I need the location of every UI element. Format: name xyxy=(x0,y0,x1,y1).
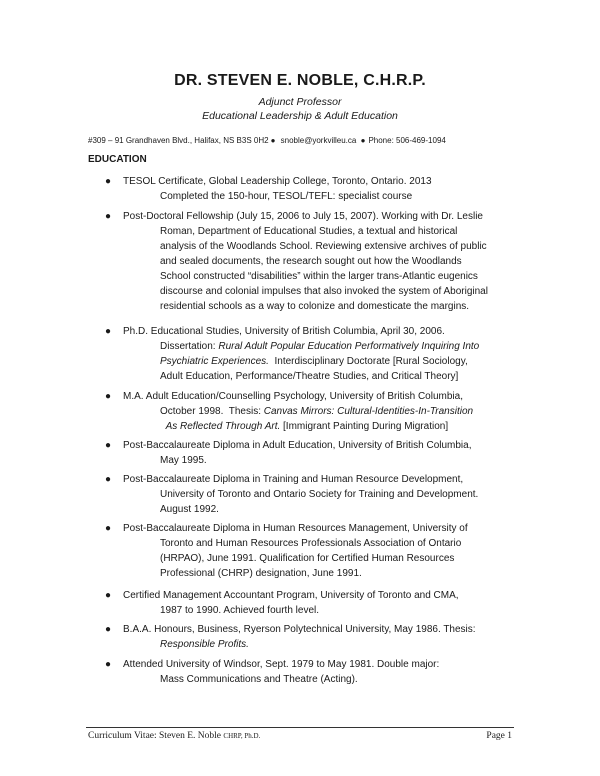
entry-first-line: Post-Doctoral Fellowship (July 15, 2006 to July 15, 2007). Working with Dr. Leslie xyxy=(123,211,483,222)
entry-detail-line: analysis of the Woodlands School. Reviewing extensive archives of public xyxy=(160,241,487,252)
entry-details xyxy=(160,339,510,384)
entry-first-line: Post-Baccalaureate Diploma in Training and Human Resource Development, xyxy=(123,474,464,485)
entry-detail-line xyxy=(160,339,510,354)
entry-italic-title: As Reflected Through Art. xyxy=(165,421,281,432)
entry-details xyxy=(160,404,510,434)
entry-detail-line: discourse and colonial impulses that also invoked the system of Aboriginal xyxy=(160,286,488,297)
bullet-icon: ● xyxy=(105,440,112,451)
entry-detail-line: August 1992. xyxy=(160,504,219,515)
entry-detail-line xyxy=(160,354,510,369)
entry-detail-line: 1987 to 1990. Achieved fourth level. xyxy=(160,605,320,616)
entry-detail-line: Mass Communications and Theatre (Acting). xyxy=(160,674,358,685)
bullet-icon: ● xyxy=(105,176,112,187)
cv-name: DR. STEVEN E. NOBLE, C.H.R.P. xyxy=(174,72,426,89)
entry-details xyxy=(160,453,510,468)
entry-detail-line: Roman, Department of Educational Studies, a textual and historical xyxy=(160,226,458,237)
entry-detail-line xyxy=(160,419,510,434)
footer-credentials: CHRP, Ph.D. xyxy=(223,732,261,740)
entry-detail-line xyxy=(160,637,510,652)
entry-first-line: Attended University of Windsor, Sept. 1979 to May 1981. Double major: xyxy=(123,659,440,670)
bullet-icon: ● xyxy=(105,211,112,222)
entry-detail-line: and sealed documents, the research sought out how the Woodlands xyxy=(160,256,462,267)
bullet-icon: ● xyxy=(105,659,112,670)
entry-details xyxy=(160,189,510,204)
entry-detail-text: Dissertation: xyxy=(160,341,219,352)
entry-details xyxy=(160,672,510,687)
entry-detail-line: University of Toronto and Ontario Society for Training and Development. xyxy=(160,489,479,500)
cv-department: Educational Leadership & Adult Education xyxy=(202,110,398,122)
entry-detail-text: Adult Education, Performance/Theatre Studies, and Critical Theory] xyxy=(160,371,459,382)
bullet-icon: ● xyxy=(105,624,112,635)
cv-position: Adjunct Professor xyxy=(258,96,342,108)
entry-first-line: Certified Management Accountant Program, University of Toronto and CMA, xyxy=(123,590,459,601)
section-title-education: EDUCATION xyxy=(88,154,147,165)
bullet-icon: ● xyxy=(105,590,112,601)
entry-detail-text: [Immigrant Painting During Migration] xyxy=(280,421,449,432)
bullet-icon: ● xyxy=(105,523,112,534)
entry-detail-text: Interdisciplinary Doctorate [Rural Sociology, xyxy=(268,356,468,367)
entry-first-line: Post-Baccalaureate Diploma in Human Resources Management, University of xyxy=(123,523,468,534)
entry-first-line: TESOL Certificate, Global Leadership College, Toronto, Ontario. 2013 xyxy=(123,176,432,187)
entry-first-line: M.A. Adult Education/Counselling Psychology, University of British Columbia, xyxy=(123,391,463,402)
contact-address: #309 – 91 Grandhaven Blvd., Halifax, NS B3S 0H2 xyxy=(88,136,269,145)
entry-detail-line: School constructed “disabilities” within the larger trans-Atlantic eugenics xyxy=(160,271,478,282)
entry-detail-line: Toronto and Human Resources Professionals Association of Ontario xyxy=(160,538,462,549)
bullet-icon: ● xyxy=(105,326,112,337)
entry-detail-line: Professional (CHRP) designation, June 1991. xyxy=(160,568,362,579)
entry-italic-title: Rural Adult Popular Education Performatively Inquiring Into xyxy=(218,341,480,352)
entry-first-line: Ph.D. Educational Studies, University of British Columbia, April 30, 2006. xyxy=(123,326,445,337)
entry-first-line: B.A.A. Honours, Business, Ryerson Polytechnical University, May 1986. Thesis: xyxy=(123,624,476,635)
contact-phone: Phone: 506-469-1094 xyxy=(368,136,446,145)
entry-italic-title: Responsible Profits. xyxy=(160,639,249,650)
entry-detail-line: (HRPAO), June 1991. Qualification for Certified Human Resources xyxy=(160,553,455,564)
contact-line xyxy=(88,136,446,145)
footer-title xyxy=(88,731,260,741)
entry-detail-line xyxy=(160,404,510,419)
entry-detail-line xyxy=(160,369,510,384)
entry-detail-line: Completed the 150-hour, TESOL/TEFL: specialist course xyxy=(160,191,413,202)
entry-italic-title: Psychiatric Experiences. xyxy=(160,356,269,367)
entry-italic-title: Canvas Mirrors: Cultural-Identities-In-Transition xyxy=(263,406,474,417)
entry-detail-line: residential schools as a way to colonize and domesticate the margins. xyxy=(160,301,470,312)
bullet-icon: ● xyxy=(105,391,112,402)
footer-page-number: Page 1 xyxy=(486,731,512,741)
entry-first-line: Post-Baccalaureate Diploma in Adult Education, University of British Columbia, xyxy=(123,440,472,451)
footer-title-text: Curriculum Vitae: Steven E. Noble xyxy=(88,731,222,741)
separator-dot: ● xyxy=(270,136,276,145)
entry-details xyxy=(160,637,510,652)
footer-divider xyxy=(86,727,514,728)
entry-details xyxy=(160,603,510,618)
entry-detail-line: May 1995. xyxy=(160,455,207,466)
separator-dot: ● xyxy=(360,136,366,145)
entry-detail-text: October 1998. Thesis: xyxy=(160,406,264,417)
entry-details xyxy=(160,487,510,517)
bullet-icon: ● xyxy=(105,474,112,485)
entry-details xyxy=(160,536,510,581)
contact-email: snoble@yorkvilleu.ca xyxy=(280,136,357,145)
entry-details xyxy=(160,224,510,314)
